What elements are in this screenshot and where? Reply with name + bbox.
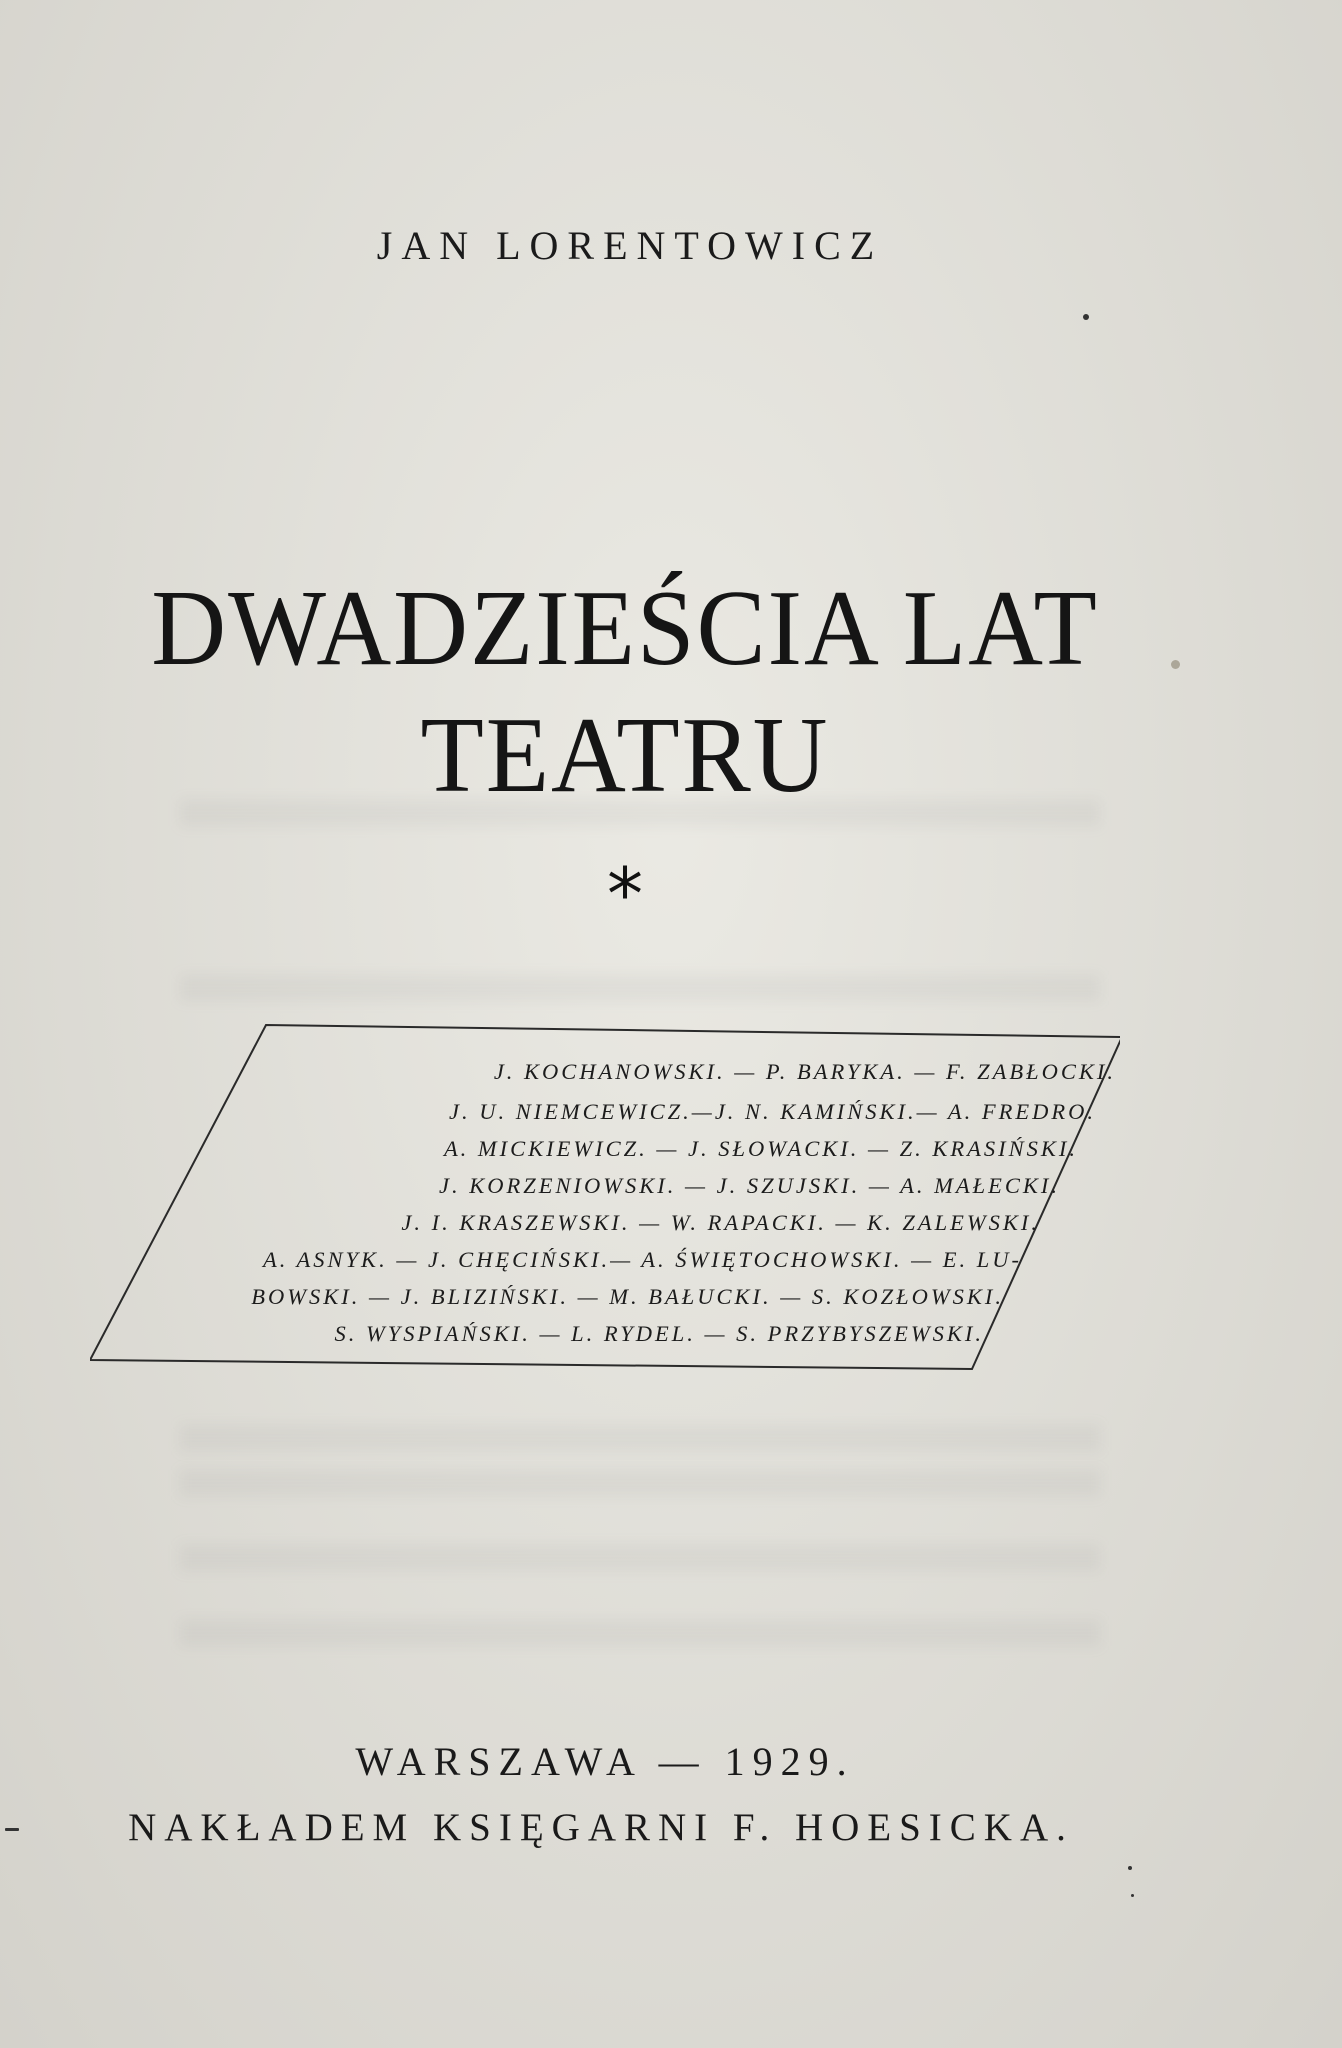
playwrights-line: BOWSKI. — J. BLIZIŃSKI. — M. BAŁUCKI. — S. KOZŁOWSKI. [251, 1284, 1004, 1309]
playwrights-line: J. U. NIEMCEWICZ.—J. N. KAMIŃSKI.— A. FREDRO. [448, 1099, 1096, 1124]
show-through [180, 1425, 1100, 1451]
playwrights-line: A. ASNYK. — J. CHĘCIŃSKI.— A. ŚWIĘTOCHOWSKI. — E. LU- [262, 1247, 1022, 1272]
playwrights-line: J. KORZENIOWSKI. — J. SZUJSKI. — A. MAŁECKI. [439, 1173, 1060, 1198]
playwrights-line: J. KOCHANOWSKI. — P. BARYKA. — F. ZABŁOCKI. [493, 1059, 1116, 1084]
show-through [180, 1620, 1100, 1646]
show-through [180, 1545, 1100, 1571]
playwrights-line: A. MICKIEWICZ. — J. SŁOWACKI. — Z. KRASIŃSKI. [443, 1136, 1078, 1161]
paper-speck [1128, 1866, 1132, 1870]
paper-speck [5, 1828, 19, 1831]
asterisk-ornament: * [607, 852, 643, 936]
playwrights-list-frame [90, 1023, 1120, 1371]
imprint-publisher: NAKŁADEM KSIĘGARNI F. HOESICKA. [128, 1806, 1074, 1849]
paper-speck [1171, 660, 1180, 669]
book-title-line-1: DWADZIEŚCIA LAT [151, 569, 1099, 688]
paper-speck [1131, 1894, 1134, 1897]
playwrights-line: J. I. KRASZEWSKI. — W. RAPACKI. — K. ZALEWSKI. [401, 1210, 1040, 1235]
paper-speck [1083, 314, 1089, 320]
imprint-city-year: WARSZAWA — 1929. [355, 1739, 855, 1784]
show-through [180, 975, 1100, 1001]
book-title-line-2: TEATRU [420, 696, 830, 815]
author-name: JAN LORENTOWICZ [376, 223, 884, 268]
playwrights-line: S. WYSPIAŃSKI. — L. RYDEL. — S. PRZYBYSZEWSKI. [334, 1321, 984, 1346]
show-through [180, 1470, 1100, 1496]
